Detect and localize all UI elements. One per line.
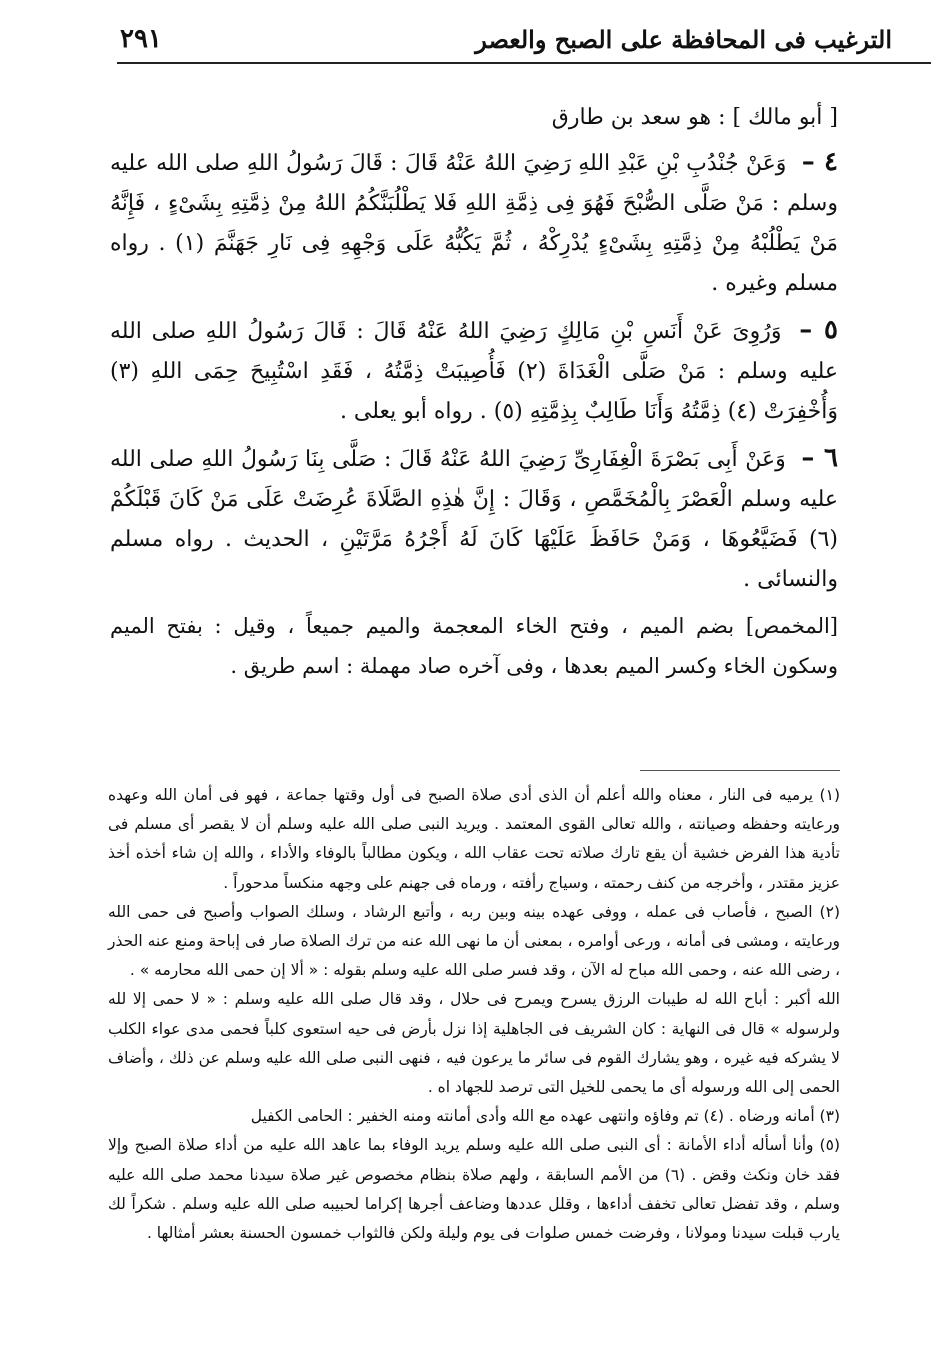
running-title: الترغيب فى المحافظة على الصبح والعصر [475,25,892,54]
page-header [120,12,892,54]
footnote: (٣) أمانه ورضاه . (٤) تم وفاؤه وانتهى عهده مع الله وأدى أمانته ومنه الخفير : الحامى الكفيل [250,1107,840,1126]
footnote: (٢) الصبح ، فأصاب فى عمله ، ووفى عهده بينه وبين ربه ، وأتبع الرشاد ، وسلك الصواب وأصبح فى حمى الله ورعايته ، ومشى فى أمانه ، ورعى أوامره ، بمعنى أن ما نهى الله عنه من ترك الصلاة صار فى إباحة ومنع عنه الحذر ، رضى الله عنه ، وحمى الله مباح له الآن ، وقد فسر صلى الله عليه وسلم بقوله : « ألا إن حمى الله محارمه » . [108,902,840,980]
hadith-5 [110,310,838,432]
page-number: ٢٩١ [120,24,162,54]
hadith-4 [110,142,838,304]
hadith-text: وَعَنْ أَبِى بَصْرَةَ الْغِفَارِىِّ رَضِيَ اللهُ عَنْهُ قَالَ : صَلَّى بِنَا رَسُولُ اللهِ صلى الله عليه وسلم الْعَصْرَ بِالْمُخَمَّصِ ، وَقَالَ : إِنَّ هٰذِهِ الصَّلَاةَ عُرِضَتْ عَلَى مَنْ كَانَ قَبْلَكُمْ (٦) فَضَيَّعُوهَا ، وَمَنْ حَافَظَ عَلَيْهَا كَانَ لَهُ أَجْرُهُ مَرَّتَيْنِ ، الحديث . رواه مسلم والنسائى . [110,447,838,592]
footnotes [108,781,840,1248]
hadith-number: ٦ – [801,443,838,473]
header-rule [117,62,931,64]
hadith-number: ٤ – [801,147,838,177]
narrator-note: [ أبو مالك ] : هو سعد بن طارق [551,105,838,130]
footnote: (٥) وأنا أسأله أداء الأمانة : أى النبى صلى الله عليه وسلم يريد الوفاء بما عاهد الله عليه من أداء صلاة الصبح وإلا فقد خان ونكث وقض . (٦) من الأمم السابقة ، ولهم صلاة بنظام مخصوص غير صلاة سيدنا محمد صلى الله عليه وسلم ، وقد تفضل تعالى تخفف أداءها ، وقلل عددها وضاعف أجرها إكراما لحبيبه صلى الله عليه وسلم . شكراً لك يارب قبلت سيدنا ومولانا ، وفرضت خمس صلوات فى يوم وليلة ولكن فالثواب خمسون الحسنة بعشر أمثالها . [108,1136,840,1243]
hadith-text: وَعَنْ جُنْدُبِ بْنِ عَبْدِ اللهِ رَضِيَ اللهُ عَنْهُ قَالَ : قَالَ رَسُولُ اللهِ صلى الله عليه وسلم : مَنْ صَلَّى الصُّبْحَ فَهُوَ فِى ذِمَّةِ اللهِ فَلا يَطْلُبَنَّكُمُ اللهُ مِنْ ذِمَّتِهِ بِشَىْءٍ ، فَإِنَّهُ مَنْ يَطْلُبْهُ مِنْ ذِمَّتِهِ بِشَىْءٍ يُدْرِكْهُ ، ثُمَّ يَكُبُّهُ عَلَى وَجْهِهِ فِى نَارِ جَهَنَّمَ (١) . رواه مسلم وغيره . [110,151,839,296]
word-gloss: [المخمص] بضم الميم ، وفتح الخاء المعجمة والميم جميعاً ، وقيل : بفتح الميم وسكون الخاء وكسر الميم بعدها ، وفى آخره صاد مهملة : اسم طريق . [110,614,838,678]
main-text [110,98,838,692]
footnote: الله أكبر : أباح الله له طيبات الرزق يسرح ويمرح فى حلال ، وقد قال صلى الله عليه وسلم : « لا حمى إلا لله ولرسوله » قال فى النهاية : كان الشريف فى الجاهلية إذا نزل بأرض فى حيه استعوى كلباً فحمى مدى عواء الكلب لا يشركه فيه غيره ، وهو يشارك القوم فى سائر ما يرعون فيه ، فنهى النبى صلى الله عليه وسلم عن ذلك ، وأضاف الحمى إلى الله ورسوله أى ما يحمى للخيل التى ترصد للجهاد اه . [108,990,840,1097]
footnote: (١) يرميه فى النار ، معناه والله أعلم أن الذى أدى صلاة الصبح فى أول وقتها جماعة ، فهو فى أمان الله وعهده ورعايته وحفظه وصيانته ، والله تعالى القوى المعتمد . ويريد النبى صلى الله عليه وسلم أن لا يقصر أى مسلم فى تأدية هذا الفرض خشية أن يقع تارك صلاته تحت عقاب الله ، ويكون مطالباً بالوفاء والأداء ، والله إن شاء أخذه أخذ عزيز مقتدر ، وأخرجه من كنف رحمته ، وسياج رأفته ، ورماه فى جهنم على وجهه منكساً مدحوراً . [108,786,840,892]
footnote-separator [640,770,840,771]
hadith-number: ٥ – [799,315,838,345]
hadith-text: وَرُوِىَ عَنْ أَنَسِ بْنِ مَالِكٍ رَضِيَ اللهُ عَنْهُ قَالَ : قَالَ رَسُولُ اللهِ صلى الله عليه وسلم : مَنْ صَلَّى الْغَدَاةَ (٢) فَأُصِيبَتْ ذِمَّتُهُ ، فَقَدِ اسْتُبِيحَ حِمَى اللهِ (٣) وَأُخْفِرَتْ (٤) ذِمَّتُهُ وَأَنَا طَالِبٌ بِذِمَّتِهِ (٥) . رواه أبو يعلى . [110,319,838,424]
hadith-6 [110,438,838,600]
